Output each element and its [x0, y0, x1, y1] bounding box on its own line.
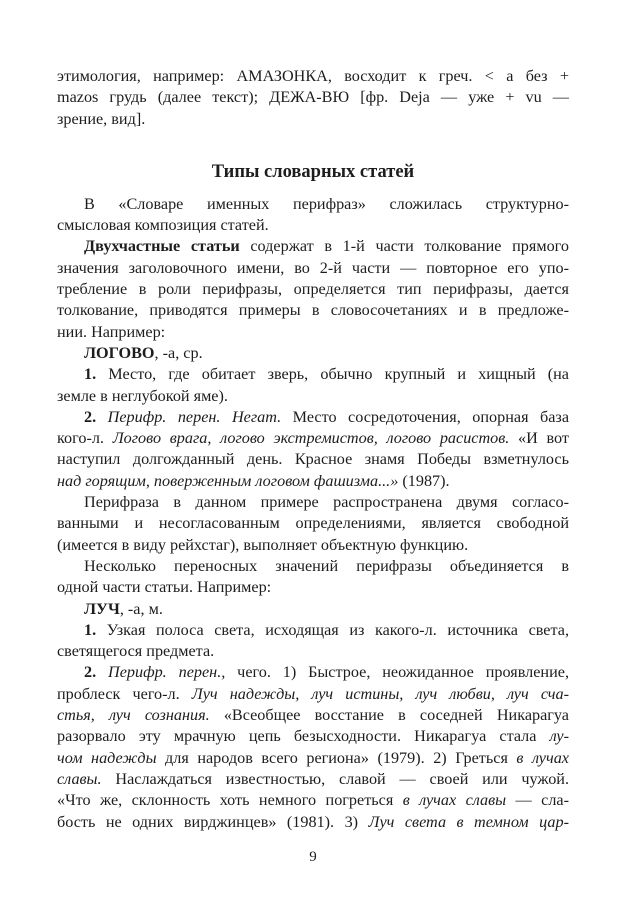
- text-segment: 1.: [84, 365, 97, 384]
- text-segment: Наслаждаться известностью, славой — своей или чужой.: [101, 769, 569, 788]
- text-line: [57, 322, 569, 343]
- text-line: [57, 279, 569, 300]
- text-segment: чего. 1) Быстрое, неожиданное проявление,: [225, 663, 569, 682]
- text-line: [57, 748, 569, 769]
- text-segment: славы.: [57, 769, 102, 788]
- text-segment: (1987).: [398, 471, 450, 490]
- text-segment: mazos грудь (далее текст); ДЕЖА-ВЮ [фр. Deja — уже + vu —: [57, 88, 569, 107]
- text-segment: зрение, вид].: [57, 109, 146, 128]
- text-line: [57, 492, 569, 513]
- text-segment: бость не одних вирджинцев» (1981). 3): [57, 812, 369, 831]
- text-segment: лу-: [549, 727, 569, 746]
- text-segment: чом надежды: [57, 748, 157, 767]
- text-segment: «Что же, склонность хоть немного погреться: [57, 791, 403, 810]
- text-segment: содержат в 1-й части толкование прямого: [239, 237, 569, 256]
- text-line: [57, 684, 569, 705]
- text-line: [57, 407, 569, 428]
- text-segment: 2.: [84, 407, 97, 426]
- text-segment: [96, 663, 108, 681]
- text-segment: над горящим, поверженным логовом фашизма...»: [57, 471, 399, 490]
- text-segment: Место сосредоточения, опорная база: [281, 407, 569, 426]
- text-line: [57, 726, 569, 747]
- text-segment: Перифр. перен.,: [108, 663, 226, 682]
- text-segment: разорвало эту мрачную цепь безысходности. Никарагуа стала: [57, 727, 550, 746]
- text-segment: Узкая полоса света, исходящая из какого-л. источника света,: [96, 620, 569, 639]
- text-segment: «Всеобщее восстание в соседней Никарагуа: [209, 706, 569, 725]
- intro-paragraph: [57, 66, 569, 130]
- text-segment: Место, где обитает зверь, обычно крупный и хищный (на: [96, 365, 569, 384]
- text-segment: — сла-: [506, 791, 569, 810]
- text-line: [57, 577, 569, 598]
- text-line: [57, 769, 569, 790]
- text-line: [57, 428, 569, 449]
- text-segment: толкование, приводятся примеры в словосочетаниях и в предложе-: [57, 301, 569, 320]
- page-number: 9: [309, 848, 317, 865]
- text-segment: ванными и несогласованным определениями, является свободной: [57, 514, 569, 533]
- text-line: [57, 599, 569, 620]
- text-line: [57, 66, 569, 87]
- text-line: [57, 87, 569, 108]
- text-segment: наступил долгожданный день. Красное знамя Победы взметнулось: [57, 450, 569, 469]
- text-line: [57, 790, 569, 811]
- text-segment: ЛОГОВО: [84, 343, 155, 362]
- text-segment: требление в роли перифразы, определяется тип перифразы, дается: [57, 280, 569, 299]
- text-segment: проблеск чего-л.: [57, 684, 192, 703]
- text-segment: , -а, ср.: [154, 343, 203, 362]
- text-segment: (имеется в виду рейхстаг), выполняет объектную функцию.: [57, 535, 469, 554]
- text-line: [57, 386, 569, 407]
- text-segment: кого-л.: [57, 429, 113, 448]
- text-segment: стья, луч сознания.: [57, 706, 210, 725]
- text-segment: светящегося предмета.: [57, 642, 215, 661]
- text-line: [57, 812, 569, 833]
- text-segment: для народов всего региона» (1979). 2) Греться: [156, 748, 517, 767]
- text-line: [57, 471, 569, 492]
- text-segment: нии. Например:: [57, 322, 166, 341]
- text-segment: в лучах славы: [402, 791, 507, 810]
- text-segment: [96, 408, 108, 426]
- text-line: [57, 109, 569, 130]
- text-line: [57, 364, 569, 385]
- text-line: [57, 556, 569, 577]
- text-line: [57, 705, 569, 726]
- text-segment: значения заголовочного имени, во 2-й части — повторное его упо-: [57, 258, 569, 277]
- text-line: [57, 300, 569, 321]
- text-line: [57, 343, 569, 364]
- text-line: [57, 449, 569, 470]
- body-text: [57, 194, 569, 833]
- text-line: [57, 236, 569, 257]
- text-line: [57, 641, 569, 662]
- text-line: [57, 535, 569, 556]
- text-segment: в лучах: [516, 748, 569, 767]
- text-segment: Перифр. перен. Негат.: [107, 407, 282, 426]
- text-line: [57, 513, 569, 534]
- text-segment: Луч надежды, луч истины, луч любви, луч сча-: [191, 684, 569, 703]
- text-segment: смысловая композиция статей.: [57, 216, 269, 235]
- text-line: [57, 194, 569, 215]
- section-heading: Типы словарных статей: [211, 161, 415, 182]
- text-line: [57, 662, 569, 683]
- text-segment: Перифраза в данном примере распространена двумя согласо-: [84, 493, 569, 512]
- text-line: [57, 258, 569, 279]
- text-segment: земле в неглубокой яме).: [57, 386, 228, 405]
- text-segment: Логово врага, логово экстремистов, логово расистов.: [112, 429, 510, 448]
- text-line: [57, 620, 569, 641]
- text-segment: Несколько переносных значений перифразы объединяется в: [84, 556, 569, 575]
- text-line: [57, 215, 569, 236]
- text-segment: 1.: [84, 620, 97, 639]
- text-segment: 2.: [84, 663, 97, 682]
- text-segment: В «Словаре именных перифраз» сложилась структурно-: [84, 194, 569, 213]
- text-segment: Луч света в темном цар-: [368, 812, 569, 831]
- text-segment: одной части статьи. Например:: [57, 578, 272, 597]
- text-segment: Двухчастные статьи: [84, 237, 240, 256]
- text-segment: «И вот: [509, 429, 569, 448]
- text-segment: этимология, например: АМАЗОНКА, восходит к греч. < а без +: [57, 67, 569, 85]
- text-segment: , -а, м.: [119, 599, 163, 618]
- text-segment: ЛУЧ: [84, 599, 120, 618]
